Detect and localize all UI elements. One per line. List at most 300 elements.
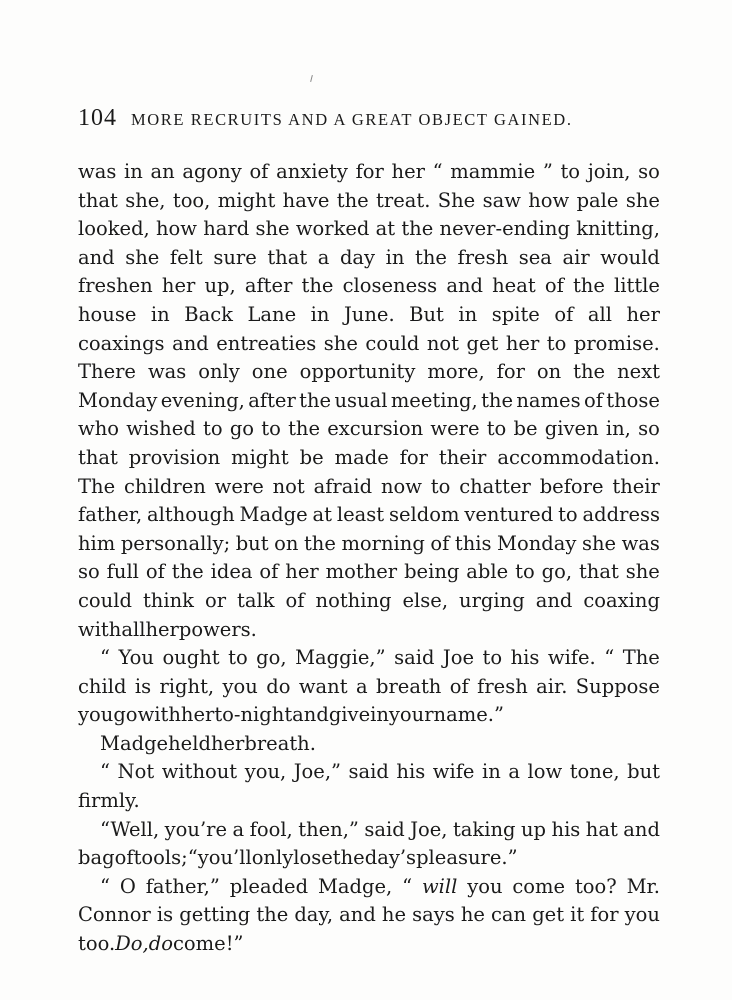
word: coaxing [583,588,660,612]
word: There [78,360,136,384]
word: day [339,245,376,269]
word: of [259,560,279,584]
word: seldom [388,503,460,527]
word: Back [184,302,233,326]
word: closeness [342,274,438,298]
word: entreaties [216,331,317,355]
word: Not [117,760,155,784]
word: now [380,474,422,498]
word: can [491,903,527,927]
word: at [312,503,332,527]
word: “ [100,646,110,670]
word: that [267,245,308,269]
word: those [606,388,660,412]
text-line-19 [78,673,660,702]
word: you [467,874,503,898]
word: will [421,874,458,898]
word: who [78,417,119,441]
word: although [147,503,235,527]
word: she [581,531,617,555]
word: she [625,188,660,212]
word: were [214,474,264,498]
word: might [217,188,276,212]
word: Joe, [410,817,448,841]
word: given [544,417,599,441]
word: to [558,503,578,527]
word: provision [128,445,221,469]
word: ! [225,932,234,956]
word: “ [432,160,443,183]
word: on [274,531,299,555]
word: but [627,760,660,784]
word: to [203,417,223,441]
word: so [638,417,660,441]
text-line-5 [78,272,660,301]
text-line-20 [78,701,660,730]
word: nothing [315,588,392,612]
word: she [323,331,358,355]
word: pleasure.” [416,846,518,870]
word: firmly. [78,789,140,813]
word: she, [125,188,166,212]
word: were [430,417,480,441]
word: ventured [464,503,554,527]
text-line-1 [78,158,660,187]
word: go [229,417,255,441]
text-line-11 [78,444,660,473]
word: in [458,302,478,326]
word: for [399,445,428,469]
word: made [334,445,389,469]
word: “ [100,874,110,898]
word: day’s [364,846,417,870]
word: getting [179,903,251,927]
word: then,” [298,817,359,841]
word: fresh [457,245,509,269]
text-line-17 [78,616,660,645]
word: Madge [100,731,169,755]
word: your [388,703,434,727]
word: with [78,617,122,641]
word: You [118,646,154,670]
word: the [299,388,332,412]
word: the [256,903,289,927]
word: name.” [433,703,504,727]
text-line-24 [78,816,660,845]
word: of [114,846,134,870]
word: that [78,445,118,469]
word: personally; [120,531,231,555]
word: was [621,531,660,555]
running-header [78,105,660,135]
word: said [364,817,405,841]
word: said [348,760,389,784]
word: come [172,932,226,956]
word: treat. [376,188,431,212]
word: in, [605,417,631,441]
text-line-2 [78,187,660,216]
word: the [332,846,365,870]
word: O [119,874,136,898]
body-text [78,158,660,959]
word: her [161,274,196,298]
word: have [282,188,330,212]
word: ” [542,160,553,183]
word: else, [402,588,449,612]
word: and [535,588,573,612]
word: right, [159,674,215,698]
word: able [466,560,509,584]
word: spite [491,302,540,326]
word: join, [587,160,631,183]
word: heat [492,274,536,298]
word: his [396,760,426,784]
word: of [145,560,165,584]
word: coaxings [78,331,165,355]
word: one [251,360,288,384]
word: only [251,846,294,870]
word: more, [427,360,485,384]
word: her [391,160,425,183]
word: come [512,874,566,898]
word: freshen [78,274,153,298]
text-line-10 [78,415,660,444]
word: to [228,646,248,670]
word: and [78,245,115,269]
word: an [150,160,175,183]
word: But [409,302,444,326]
text-line-14 [78,530,660,559]
word: Madge [239,503,308,527]
word: be [299,445,324,469]
word: all [121,617,146,641]
word: go [113,703,138,727]
word: too. [78,932,116,956]
word: how [528,188,570,212]
word: is [156,903,174,927]
word: held [168,731,211,755]
word: so [638,160,660,183]
text-line-16 [78,587,660,616]
word: urging [459,588,525,612]
word: at [375,217,396,241]
word: her [285,560,319,584]
word: him [78,531,116,555]
word: agony [182,160,242,183]
word: but [235,531,269,555]
word: get [466,331,499,355]
stray-mark [310,75,313,82]
word: child [78,674,127,698]
text-line-27 [78,901,660,930]
word: chatter [459,474,531,498]
text-line-4 [78,244,660,273]
word: of [430,531,450,555]
word: talk [237,588,275,612]
word: a [317,245,330,269]
word: Monday [497,531,577,555]
word: do [148,932,173,956]
text-line-15 [78,558,660,587]
word: was [78,160,117,183]
word: usual [334,388,388,412]
word: only [198,360,240,384]
word: pale [576,188,619,212]
word: it [570,903,585,927]
word: morning [341,531,425,555]
word: in [150,302,170,326]
word: in [385,245,405,269]
word: how [156,217,197,241]
word: could [78,588,132,612]
word: air [562,245,590,269]
text-line-22 [78,758,660,787]
word: might [231,445,289,469]
word: idea [210,560,253,584]
word: she [255,217,290,241]
word: their [438,445,487,469]
word: felt [169,245,203,269]
word: knitting, [576,217,660,241]
word: on [536,360,562,384]
word: for [355,160,384,183]
word: after [244,274,293,298]
word: the [481,388,513,412]
word: and [446,274,483,298]
word: her [145,617,179,641]
word: without [161,760,238,784]
text-line-25 [78,844,660,873]
word: his [510,646,540,670]
word: the [401,217,434,241]
word: bag [78,846,115,870]
word: think [142,588,194,612]
word: she [125,245,160,269]
word: to [486,417,507,441]
word: the [572,274,605,298]
word: mother [325,560,398,584]
word: sure [213,245,257,269]
word: this [454,531,492,555]
word: you [78,703,114,727]
word: wife. [547,646,596,670]
word: fresh [477,674,528,698]
word: and [172,331,209,355]
text-line-13 [78,501,660,530]
word: before [539,474,604,498]
word: The [78,474,116,498]
word: is [134,674,152,698]
word: to [261,417,281,441]
word: of [554,302,574,326]
word: of [449,674,469,698]
word: the [573,360,606,384]
word: lose [293,846,333,870]
word: her [210,731,245,755]
word: the [171,560,204,584]
word: you’re [164,817,228,841]
word: hat [585,817,618,841]
text-line-26 [78,873,660,902]
word: up, [204,274,236,298]
word: of [544,274,564,298]
word: to-night [214,703,293,727]
word: too, [172,188,211,212]
word: mammie [450,160,536,183]
word: all [587,302,612,326]
word: opportunity [299,360,416,384]
word: looked, [78,217,150,241]
word: get [532,903,565,927]
word: up [521,817,547,841]
word: Joe [442,646,475,670]
word: and [292,703,329,727]
word: Do, [115,932,149,956]
word: Connor [78,903,151,927]
word: the [288,417,321,441]
word: sea [518,245,552,269]
word: a [355,674,368,698]
word: you’ll [197,846,252,870]
page-number: 104 [78,105,117,131]
word: you [624,903,660,927]
word: taking [452,817,516,841]
word: in [370,703,389,727]
word: her [505,331,540,355]
word: low [527,760,563,784]
word: ” [233,932,244,956]
word: to [482,646,503,670]
word: next [617,360,660,384]
word: not [426,331,459,355]
word: for [496,360,525,384]
word: saw [482,188,521,212]
word: he [460,903,485,927]
word: breath [375,674,442,698]
word: and [623,817,660,841]
text-line-8 [78,358,660,387]
word: the [301,274,334,298]
word: “ [402,874,413,898]
word: the [336,188,369,212]
word: said [394,646,435,670]
word: excursion [327,417,424,441]
word: of [285,588,305,612]
word: he [381,903,406,927]
word: worked [295,217,370,241]
word: Joe,” [293,760,341,784]
word: Madge, [317,874,393,898]
word: in [124,160,143,183]
word: Lane [247,302,297,326]
word: the [303,531,336,555]
word: after [248,388,296,412]
word: fool, [249,817,293,841]
word: or [204,588,227,612]
word: afraid [313,474,373,498]
word: a [508,760,520,784]
word: meeting, [390,388,478,412]
word: evening, [160,388,245,412]
word: that [578,560,619,584]
word: “ [604,646,615,670]
word: not [272,474,305,498]
word: house [78,302,137,326]
word: anxiety [276,160,348,183]
word: never-ending [439,217,570,241]
word: so [78,560,100,584]
word: wished [126,417,196,441]
word: air. [536,674,568,698]
word: day, [294,903,334,927]
word: in [481,760,501,784]
text-line-7 [78,330,660,359]
word: “ [100,760,110,784]
word: you, [244,760,287,784]
word: breath. [244,731,316,755]
word: too? [574,874,617,898]
word: was [147,360,187,384]
word: could [365,331,420,355]
text-line-23 [78,787,660,816]
word: accommodation. [497,445,660,469]
word: the [414,245,447,269]
text-line-3 [78,215,660,244]
word: pleaded [229,874,309,898]
word: being [404,560,460,584]
text-line-28 [78,930,660,959]
word: little [614,274,660,298]
word: full [106,560,139,584]
word: to [515,560,535,584]
word: she [625,560,660,584]
word: be [513,417,538,441]
word: of [583,388,603,412]
word: with [137,703,181,727]
word: promise. [573,331,660,355]
word: in [310,302,330,326]
word: to [430,474,451,498]
word: go, [256,646,287,670]
chapter-title: MORE RECRUITS AND A GREAT OBJECT GAINED. [131,110,573,129]
word: go, [541,560,573,584]
word: do [266,674,291,698]
word: Monday [78,388,158,412]
word: Mr. [626,874,660,898]
word: give [328,703,371,727]
word: for [590,903,619,927]
word: ought [162,646,220,670]
word: father, [78,503,143,527]
word: father,” [145,874,220,898]
word: to [546,331,567,355]
word: and [339,903,376,927]
word: tools; [133,846,188,870]
word: Maggie,” [295,646,386,670]
text-line-12 [78,473,660,502]
word: The [622,646,660,670]
text-line-21 [78,730,660,759]
word: want [298,674,348,698]
word: She [437,188,476,212]
word: children [123,474,206,498]
word: tone, [569,760,620,784]
word: that [78,188,118,212]
word: her [626,302,660,326]
word: you [222,674,258,698]
word: would [600,245,660,269]
word: of [249,160,269,183]
